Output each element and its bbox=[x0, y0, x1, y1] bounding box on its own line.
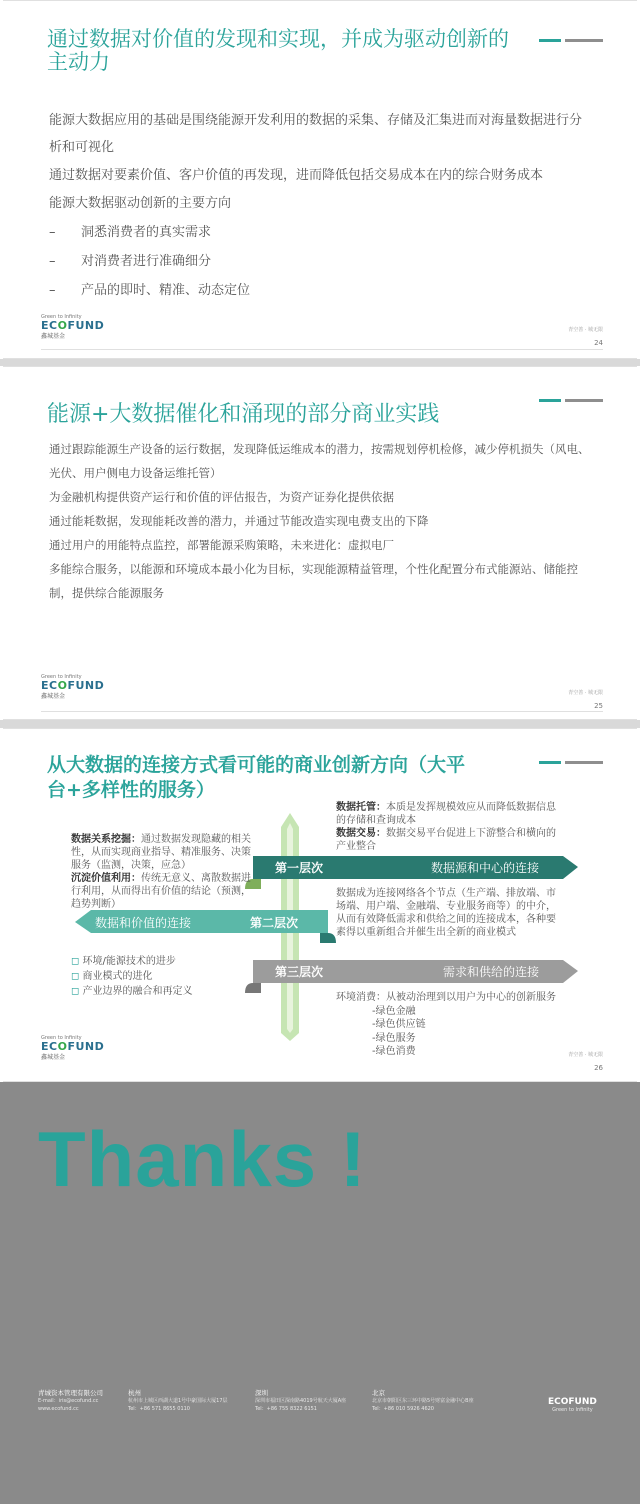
sub-item: – 洞悉消费者的真实需求 bbox=[49, 219, 594, 246]
slide-26 bbox=[3, 728, 637, 1082]
layer2-label: 第二层次 bbox=[250, 916, 299, 930]
paragraph: 能源大数据驱动创新的主要方向 bbox=[49, 196, 232, 211]
title-decoration bbox=[539, 399, 603, 402]
thanks-slide bbox=[0, 1082, 640, 1504]
slide-footer: 青空善 · 城无限 26 bbox=[568, 1052, 603, 1072]
contact-office: 深圳 深圳市福田区深南路4019号航天大厦A座 Tel：+86 755 8322 6151 bbox=[255, 1389, 347, 1412]
layer3-desc: 需求和供给的连接 bbox=[443, 965, 540, 979]
check-item: ◻ 商业模式的进化 bbox=[71, 971, 153, 982]
footer-line bbox=[41, 711, 603, 712]
paragraph: 通过用户的用能特点监控，部署能源采购策略，未来进化：虚拟电厂 bbox=[49, 538, 394, 552]
slide-footer: 青空善 · 城无限 24 bbox=[568, 327, 603, 347]
ecofund-logo: Green to Infinity ECOFUND 鑫城基金 bbox=[41, 1035, 105, 1061]
slide-body bbox=[49, 437, 594, 605]
layer1-desc: 数据源和中心的连接 bbox=[431, 861, 540, 875]
paragraph: 通过跟踪能源生产设备的运行数据，发现降低运维成本的潜力，按需规划停机检修，减少停机损失（风电、光伏、用户侧电力设备运维托管） bbox=[49, 442, 590, 480]
check-item: ◻ 产业边界的融合和再定义 bbox=[71, 986, 193, 997]
slide-title: 能源+大数据催化和涌现的部分商业实践 bbox=[47, 402, 440, 427]
paragraph: 通过能耗数据，发现能耗改善的潜力，并通过节能改造实现电费支出的下降 bbox=[49, 514, 429, 528]
layer3-label: 第三层次 bbox=[275, 965, 324, 979]
contact-office: 杭州 杭州市上城区西湖大道1号中豪国际大厦17层 Tel：+86 571 8655 0110 bbox=[128, 1389, 228, 1412]
slide-25 bbox=[3, 366, 637, 720]
contact-company: 青城资本管理有限公司 E-mail：iris@ecofund.cc www.ecofund.cc bbox=[38, 1389, 103, 1412]
footer-logo: ECOFUND Green to Infinity bbox=[548, 1397, 597, 1413]
paragraph: 通过数据对要素价值、客户价值的再发现，进而降低包括交易成本在内的综合财务成本 bbox=[49, 168, 544, 183]
slide-body bbox=[49, 107, 594, 305]
page-number: 25 bbox=[594, 702, 603, 710]
top-right-text: 数据托管：本质是发挥规模效应从而降低数据信息的存储和查询成本 数据交易：数据交易平台促进上下游整合和横向的产业整合 bbox=[336, 802, 556, 852]
paragraph: 能源大数据应用的基础是围绕能源开发利用的数据的采集、存储及汇集进而对海量数据进行分析和可视化 bbox=[49, 113, 583, 155]
ecofund-logo: Green to Infinity ECOFUND 鑫城基金 bbox=[41, 314, 105, 340]
sub-item: – 对消费者进行准确细分 bbox=[49, 248, 594, 275]
sub-item: – 产品的即时、精准、动态定位 bbox=[49, 277, 594, 304]
slide-footer: 青空善 · 城无限 25 bbox=[568, 690, 603, 710]
check-list bbox=[71, 954, 251, 999]
slide-gap bbox=[0, 359, 640, 366]
left-text: 数据关系挖掘：通过数据发现隐藏的相关性，从而实现商业指导、精准服务、决策服务（监测，决策，应急） 沉淀价值利用：传统无意义、离散数据进行利用，从而得出有价值的结论（预测，趋势判断） bbox=[71, 834, 251, 910]
env-text: 环境消费：从被动治理到以用户为中心的创新服务 -绿色金融 -绿色供应链 -绿色服务 -绿色消费 bbox=[336, 992, 556, 1057]
page-number: 24 bbox=[594, 339, 603, 347]
ecofund-logo: Green to Infinity ECOFUND 鑫城基金 bbox=[41, 674, 105, 700]
slide-title: 通过数据对价值的发现和实现，并成为驱动创新的主动力 bbox=[47, 27, 509, 75]
slide-gap bbox=[0, 720, 640, 728]
paragraph: 为金融机构提供资产运行和价值的评估报告，为资产证券化提供依据 bbox=[49, 490, 394, 504]
check-item: ◻ 环境/能源技术的进步 bbox=[71, 956, 176, 967]
title-decoration bbox=[539, 39, 603, 42]
thanks-heading: Thanks ! bbox=[38, 1115, 367, 1203]
page-number: 26 bbox=[594, 1064, 603, 1072]
mid-text: 数据成为连接网络各个节点（生产端、排放端、市场端、用户端、金融端、专业服务商等）的中介，从而有效降低需求和供给之间的连接成本，各种要素得以重新组合并催生出全新的商业模式 bbox=[336, 888, 556, 938]
footer-line bbox=[41, 349, 603, 350]
contact-office: 北京 北京市朝阳区东三环中路5号财富金融中心B座 Tel：+86 010 5926 4620 bbox=[372, 1389, 474, 1412]
slide-title: 从大数据的连接方式看可能的商业创新方向（大平台+多样性的服务） bbox=[47, 754, 466, 801]
paragraph: 多能综合服务，以能源和环境成本最小化为目标，实现能源精益管理，个性化配置分布式能源站、储能控制，提供综合能源服务 bbox=[49, 562, 578, 600]
layer1-label: 第一层次 bbox=[275, 861, 324, 875]
slide-24 bbox=[3, 0, 637, 359]
layer2-desc: 数据和价值的连接 bbox=[95, 916, 192, 930]
